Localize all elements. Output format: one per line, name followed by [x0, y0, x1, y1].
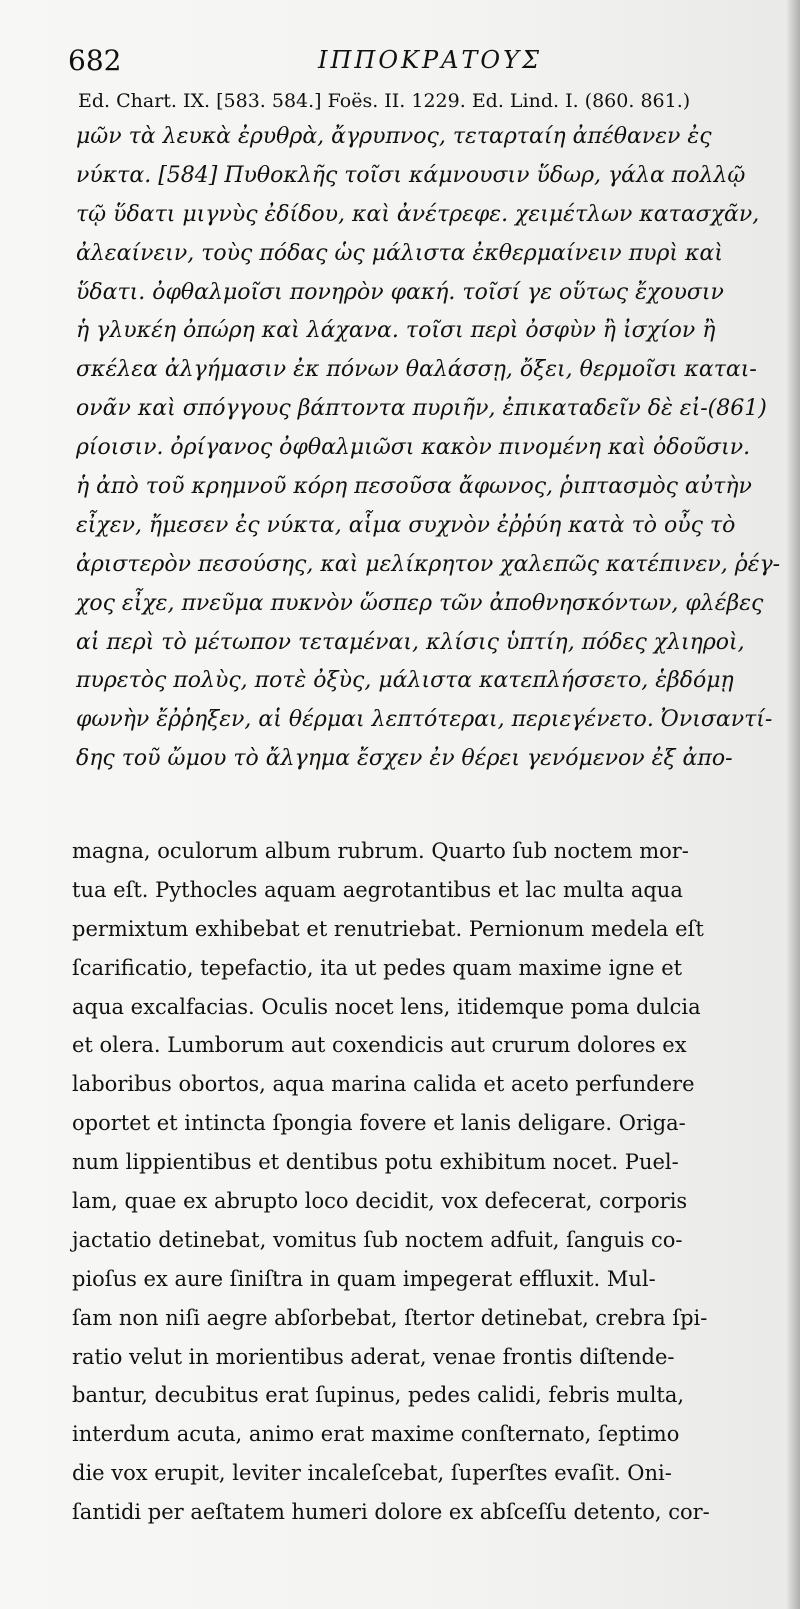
greek-line: ἀλεαίνειν, τοὺς πόδας ὡς μάλιστα ἐκθερμαίνειν πυρὶ καὶ	[76, 240, 723, 266]
edition-reference-line: Ed. Chart. IX. [583. 584.] Foës. II. 1229. Ed. Lind. I. (860. 861.)	[78, 90, 691, 112]
greek-line: νύκτα. [584] Πυθοκλῆς τοῖσι κάμνουσιν ὕδωρ, γάλα πολλῷ	[76, 162, 746, 188]
latin-line: laboribus obortos, aqua marina calida et aceto perfundere	[72, 1072, 695, 1097]
greek-line: φωνὴν ἔῤῥηξεν, αἱ θέρμαι λεπτότεραι, περιεγένετο. Ὀνισαντί-	[76, 707, 773, 733]
latin-line: ſcarificatio, tepefactio, ita ut pedes quam maxime igne et	[72, 955, 683, 980]
page-edge-shadow	[786, 0, 800, 1609]
latin-line: permixtum exhibebat et renutriebat. Pernionum medela eſt	[72, 916, 704, 941]
latin-line: lam, quae ex abrupto loco decidit, vox defecerat, corporis	[72, 1189, 688, 1214]
latin-line: jactatio detinebat, vomitus ſub noctem adfuit, ſanguis co-	[72, 1227, 683, 1252]
latin-line: tua eſt. Pythocles aquam aegrotantibus et lac multa aqua	[72, 877, 683, 902]
greek-line: αἱ περὶ τὸ μέτωπον τεταμέναι, κλίσις ὑπτίη, πόδες χλιηροὶ,	[76, 629, 745, 655]
greek-line: ἀριστερὸν πεσούσης, καὶ μελίκρητον χαλεπῶς κατέπινεν, ῥέγ-	[76, 551, 781, 577]
greek-line: ἡ ἀπὸ τοῦ κρημνοῦ κόρη πεσοῦσα ἄφωνος, ῥιπτασμὸς αὐτὴν	[76, 474, 752, 500]
greek-line: μῶν τὰ λευκὰ ἐρυθρὰ, ἄγρυπνος, τεταρταίη ἀπέθανεν ἐς	[76, 124, 712, 149]
latin-line: ſam non niſi aegre abſorbebat, ſtertor detinebat, crebra ſpi-	[72, 1305, 708, 1330]
greek-line: ἡ γλυκέη ὀπώρη καὶ λάχανα. τοῖσι περὶ ὀσφὺν ἢ ἰσχίον ἢ	[76, 318, 716, 344]
latin-line: die vox erupit, leviter incaleſcebat, ſuperſtes evaſit. Oni-	[72, 1461, 672, 1486]
greek-line: χος εἶχε, πνεῦμα πυκνὸν ὥσπερ τῶν ἀποθνησκόντων, φλέβες	[76, 590, 764, 616]
greek-line: ρίοισιν. ὀρίγανος ὀφθαλμιῶσι κακὸν πινομένη καὶ ὀδοῦσιν.	[76, 435, 751, 461]
greek-text-block	[76, 118, 796, 779]
greek-line: σκέλεα ἀλγήμασιν ἐκ πόνων θαλάσσῃ, ὄξει, θερμοῖσι καται-	[76, 357, 757, 383]
latin-text-block	[72, 832, 792, 1532]
latin-line: num lippientibus et dentibus potu exhibitum nocet. Puel-	[72, 1150, 679, 1175]
latin-line: ſantidi per aeſtatem humeri dolore ex abſceſſu detento, cor-	[72, 1500, 710, 1525]
latin-line: pioſus ex aure ſiniſtra in quam impegerat effluxit. Mul-	[72, 1266, 656, 1291]
greek-line: εἶχεν, ἤμεσεν ἐς νύκτα, αἷμα συχνὸν ἐῤῥύη κατὰ τὸ οὖς τὸ	[76, 512, 736, 538]
latin-line: et olera. Lumborum aut coxendicis aut crurum dolores ex	[72, 1033, 687, 1058]
greek-line: ὕδατι. ὀφθαλμοῖσι πονηρὸν φακή. τοῖσί γε οὕτως ἔχουσιν	[76, 279, 724, 305]
page-header	[68, 44, 788, 84]
latin-line: interdum acuta, animo erat maxime conſternato, ſeptimo	[72, 1422, 680, 1447]
greek-line: τῷ ὕδατι μιγνὺς ἐδίδου, καὶ ἀνέτρεφε. χειμέτλων κατασχᾶν,	[76, 201, 760, 227]
latin-line: aqua excalfacias. Oculis nocet lens, itidemque poma dulcia	[72, 994, 701, 1019]
latin-line: bantur, decubitus erat ſupinus, pedes calidi, febris multa,	[72, 1383, 685, 1408]
page-number: 682	[68, 44, 122, 77]
latin-line: oportet et intincta ſpongia fovere et lanis deligare. Origa-	[72, 1111, 686, 1136]
greek-line: πυρετὸς πολὺς, ποτὲ ὀξὺς, μάλιστα κατεπλήσσετο, ἑβδόμῃ	[76, 668, 734, 694]
running-head: ΙΠΠΟΚΡΑΤΟΥΣ	[318, 46, 542, 74]
latin-line: magna, oculorum album rubrum. Quarto ſub noctem mor-	[72, 839, 689, 863]
latin-line: ratio velut in morientibus aderat, venae frontis diſtende-	[72, 1344, 675, 1369]
greek-line: δης τοῦ ὤμου τὸ ἄλγημα ἔσχεν ἐν θέρει γενόμενον ἐξ ἀπο-	[76, 746, 733, 772]
greek-line: ονᾶν καὶ σπόγγους βάπτοντα πυριῆν, ἐπικαταδεῖν δὲ εἰ-(861)	[76, 396, 767, 422]
